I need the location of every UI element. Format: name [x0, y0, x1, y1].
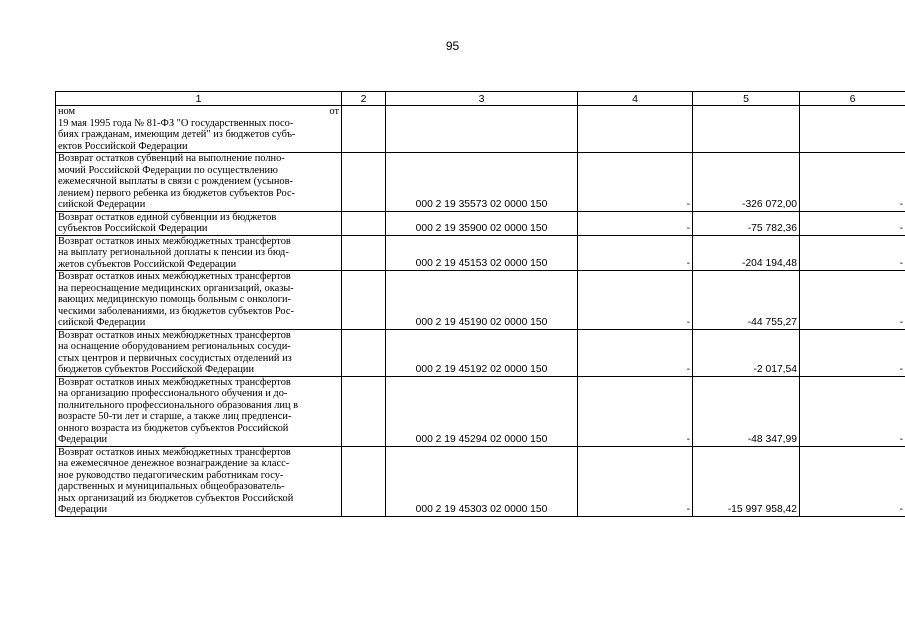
table-row — [56, 153, 905, 212]
description-line: бюджетов субъектов Российской Федерации — [58, 364, 254, 375]
header-col-3: 3 — [386, 92, 578, 106]
description-line: Возврат остатков единой субвенции из бюджетов — [58, 211, 277, 223]
table-row — [56, 446, 905, 516]
budget-code-cell — [386, 106, 578, 153]
table-row — [56, 271, 905, 330]
budget-code-cell: 000 2 19 45294 02 0000 150 — [386, 376, 578, 446]
col-4-value: - — [578, 376, 693, 446]
page-number: 95 — [445, 39, 460, 53]
description-line: на выплату региональной доплаты к пенсии из бюд- — [58, 247, 289, 258]
description-line: Возврат остатков иных межбюджетных трансфертов — [58, 446, 291, 458]
col-2-cell — [342, 376, 386, 446]
table-row — [56, 235, 905, 271]
description-line: субъектов Российской Федерации — [58, 223, 208, 234]
header-row — [56, 92, 905, 106]
budget-code-cell: 000 2 19 35900 02 0000 150 — [386, 211, 578, 235]
col-6-value: - — [800, 376, 905, 446]
col-4-value: - — [578, 235, 693, 271]
description-line: 19 мая 1995 года № 81-ФЗ "О государственных посо- — [58, 117, 294, 129]
row-description — [56, 235, 342, 271]
col-2-cell — [342, 446, 386, 516]
description-line: биях гражданам, имеющим детей" из бюджетов субъ- — [58, 129, 296, 140]
header-col-1: 1 — [56, 92, 342, 106]
col-4-value: - — [578, 211, 693, 235]
description-line: на ежемесячное денежное вознаграждение за класс- — [58, 458, 290, 469]
row-description — [56, 376, 342, 446]
description-line: полнительного профессионального образования лиц в — [58, 399, 299, 411]
description-line: Возврат остатков иных межбюджетных трансфертов — [58, 271, 291, 282]
col-2-cell — [342, 271, 386, 330]
description-line: мочий Российской Федерации по осуществлению — [58, 164, 278, 176]
description-line: ектов Российской Федерации — [58, 140, 188, 152]
col-5-value — [693, 106, 800, 153]
row-description — [56, 106, 342, 153]
description-line: жетов субъектов Российской Федерации — [58, 258, 237, 270]
col-5-value: -204 194,48 — [693, 235, 800, 271]
row-description — [56, 329, 342, 376]
col-6-value: - — [800, 235, 905, 271]
description-line: ежемесячной выплаты в связи с рождением (усынов- — [58, 176, 293, 187]
col-6-value: - — [800, 446, 905, 516]
description-line: дарственных и муниципальных общеобразователь- — [58, 481, 285, 492]
description-line: ных организаций из бюджетов субъектов Российской — [58, 492, 294, 504]
header-col-2: 2 — [342, 92, 386, 106]
description-line: сийской Федерации — [58, 199, 146, 210]
row-description — [56, 271, 342, 330]
budget-code-cell: 000 2 19 45192 02 0000 150 — [386, 329, 578, 376]
col-5-value: -2 017,54 — [693, 329, 800, 376]
table-row — [56, 376, 905, 446]
col-5-value: -48 347,99 — [693, 376, 800, 446]
col-2-cell — [342, 329, 386, 376]
table-row — [56, 211, 905, 235]
description-line: стых центров и первичных сосудистых отделений из — [58, 352, 292, 364]
header-col-4: 4 — [578, 92, 693, 106]
col-2-cell — [342, 211, 386, 235]
col-2-cell — [342, 235, 386, 271]
description-line: сийской Федерации — [58, 317, 146, 328]
description-line: онного возраста из бюджетов субъектов Российской — [58, 422, 289, 434]
table-row — [56, 329, 905, 376]
description-line: Возврат остатков иных межбюджетных трансфертов — [58, 329, 291, 341]
description-line: вающих медицинскую помощь больным с онкологи- — [58, 294, 292, 305]
col-5-value: -326 072,00 — [693, 153, 800, 212]
col-6-value — [800, 106, 905, 153]
budget-table — [55, 91, 905, 517]
col-4-value: - — [578, 153, 693, 212]
row-description — [56, 446, 342, 516]
row-description — [56, 211, 342, 235]
col-5-value: -15 997 958,42 — [693, 446, 800, 516]
col-4-value: - — [578, 271, 693, 330]
description-line: Федерации — [58, 434, 108, 445]
col-6-value: - — [800, 271, 905, 330]
description-line: Возврат остатков субвенций на выполнение полно- — [58, 153, 285, 164]
budget-code-cell: 000 2 19 45153 02 0000 150 — [386, 235, 578, 271]
col-6-value: - — [800, 329, 905, 376]
description-line: возрасте 50-ти лет и старше, а также лиц предпенси- — [58, 411, 292, 422]
col-5-value: -75 782,36 — [693, 211, 800, 235]
budget-code-cell: 000 2 19 45303 02 0000 150 — [386, 446, 578, 516]
budget-code-cell: 000 2 19 45190 02 0000 150 — [386, 271, 578, 330]
col-6-value: - — [800, 153, 905, 212]
description-line: ное руководство педагогическим работникам госу- — [58, 469, 284, 481]
description-line-start: ном — [58, 106, 76, 117]
description-line: Федерации — [58, 504, 108, 515]
description-line-end: от — [329, 106, 339, 117]
budget-code-cell: 000 2 19 35573 02 0000 150 — [386, 153, 578, 212]
description-line — [58, 106, 339, 118]
header-col-6: 6 — [800, 92, 905, 106]
col-5-value: -44 755,27 — [693, 271, 800, 330]
description-line: на переоснащение медицинских организаций, оказы- — [58, 282, 294, 294]
row-description — [56, 153, 342, 212]
col-4-value — [578, 106, 693, 153]
description-line: на организацию профессионального обучения и до- — [58, 388, 288, 399]
col-4-value: - — [578, 329, 693, 376]
col-4-value: - — [578, 446, 693, 516]
col-2-cell — [342, 153, 386, 212]
col-6-value: - — [800, 211, 905, 235]
description-line: Возврат остатков иных межбюджетных трансфертов — [58, 376, 291, 388]
description-line: лением) первого ребенка из бюджетов субъектов Рос- — [58, 187, 296, 199]
table-row — [56, 106, 905, 153]
header-col-5: 5 — [693, 92, 800, 106]
col-2-cell — [342, 106, 386, 153]
table-body — [56, 106, 905, 517]
description-line: ческими заболеваниями, из бюджетов субъектов Рос- — [58, 305, 294, 317]
description-line: Возврат остатков иных межбюджетных трансфертов — [58, 235, 291, 247]
description-line: на оснащение оборудованием региональных сосуди- — [58, 341, 291, 352]
